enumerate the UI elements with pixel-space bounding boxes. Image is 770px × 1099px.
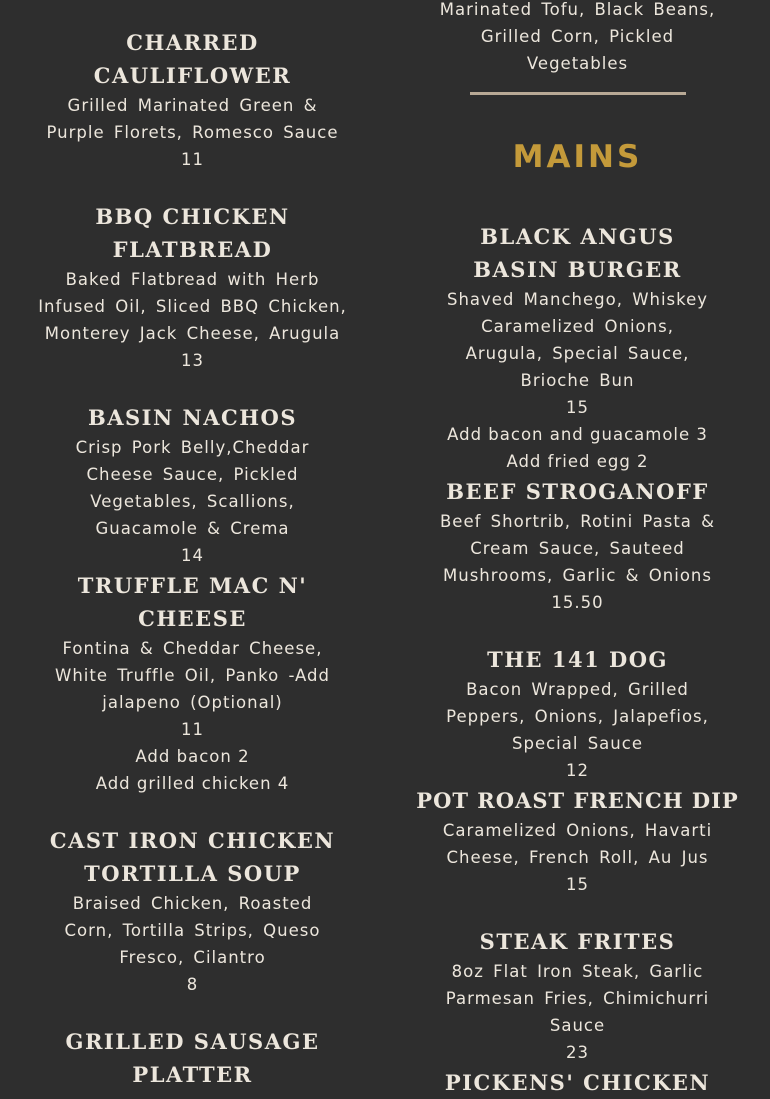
menu-item bbox=[30, 1025, 355, 1091]
item-description: Crisp Pork Belly,Cheddar Cheese Sauce, Pickled Vegetables, Scallions, Guacamole & Crema bbox=[75, 438, 310, 538]
menu-item bbox=[415, 220, 740, 475]
item-name: BLACK ANGUS BASIN BURGER bbox=[473, 224, 682, 282]
item-description: Grilled Marinated Green & Purple Florets, Romesco Sauce bbox=[46, 96, 339, 142]
item-description: Baked Flatbread with Herb Infused Oil, Sliced BBQ Chicken, Monterey Jack Cheese, Arugula bbox=[38, 270, 347, 343]
menu-item bbox=[30, 26, 355, 173]
item-description: Braised Chicken, Roasted Corn, Tortilla Strips, Queso Fresco, Cilantro bbox=[64, 894, 321, 967]
item-addon: Add bacon 2 bbox=[135, 747, 250, 766]
item-price: 11 bbox=[181, 720, 204, 739]
item-addon: Add fried egg 2 bbox=[506, 452, 649, 471]
menu-item bbox=[415, 643, 740, 784]
menu-item bbox=[30, 200, 355, 374]
item-description: Marinated Tofu, Black Beans, Grilled Corn, Pickled Vegetables bbox=[439, 0, 716, 73]
item-name: BBQ CHICKEN FLATBREAD bbox=[95, 204, 290, 262]
item-name: BEEF STROGANOFF bbox=[446, 479, 709, 504]
item-price: 13 bbox=[181, 351, 204, 370]
item-price: 14 bbox=[181, 546, 204, 565]
section-divider bbox=[470, 92, 686, 95]
item-description: Caramelized Onions, Havarti Cheese, French Roll, Au Jus bbox=[442, 821, 713, 867]
section-title: MAINS bbox=[512, 139, 643, 175]
item-name: PICKENS' CHICKEN bbox=[444, 1070, 711, 1095]
menu-item bbox=[30, 569, 355, 797]
menu-item bbox=[30, 824, 355, 998]
menu-item bbox=[415, 0, 740, 77]
menu-item bbox=[415, 1066, 740, 1099]
item-price: 23 bbox=[566, 1043, 589, 1062]
item-name: BASIN NACHOS bbox=[87, 405, 298, 430]
item-name: CHARRED CAULIFLOWER bbox=[93, 30, 292, 88]
item-description: Bacon Wrapped, Grilled Peppers, Onions, Jalapefios, Special Sauce bbox=[446, 680, 709, 753]
item-price: 15.50 bbox=[551, 593, 604, 612]
menu-item bbox=[411, 784, 744, 898]
menu-item bbox=[30, 401, 355, 569]
item-description: Fontina & Cheddar Cheese, White Truffle Oil, Panko -Add jalapeno (Optional) bbox=[55, 639, 330, 712]
item-name: STEAK FRITES bbox=[479, 929, 676, 954]
item-addon: Add bacon and guacamole 3 bbox=[447, 425, 708, 444]
item-description: Beef Shortrib, Rotini Pasta & Cream Sauce, Sauteed Mushrooms, Garlic & Onions bbox=[439, 512, 716, 585]
item-addon: Add grilled chicken 4 bbox=[95, 774, 290, 793]
item-price: 15 bbox=[566, 875, 589, 894]
item-description: 8oz Flat Iron Steak, Garlic Parmesan Fries, Chimichurri Sauce bbox=[445, 962, 710, 1035]
item-price: 15 bbox=[566, 398, 589, 417]
menu-item bbox=[415, 475, 740, 616]
item-price: 11 bbox=[181, 150, 204, 169]
item-price: 12 bbox=[566, 761, 589, 780]
item-description: Shaved Manchego, Whiskey Caramelized Onions, Arugula, Special Sauce, Brioche Bun bbox=[446, 290, 709, 390]
item-price: 8 bbox=[186, 975, 199, 994]
item-name: TRUFFLE MAC N' CHEESE bbox=[77, 573, 308, 631]
item-name: THE 141 DOG bbox=[487, 647, 668, 672]
item-name: POT ROAST FRENCH DIP bbox=[416, 788, 739, 813]
menu-item bbox=[415, 925, 740, 1066]
item-name: CAST IRON CHICKEN TORTILLA SOUP bbox=[49, 828, 336, 886]
item-name: GRILLED SAUSAGE PLATTER bbox=[65, 1029, 320, 1087]
